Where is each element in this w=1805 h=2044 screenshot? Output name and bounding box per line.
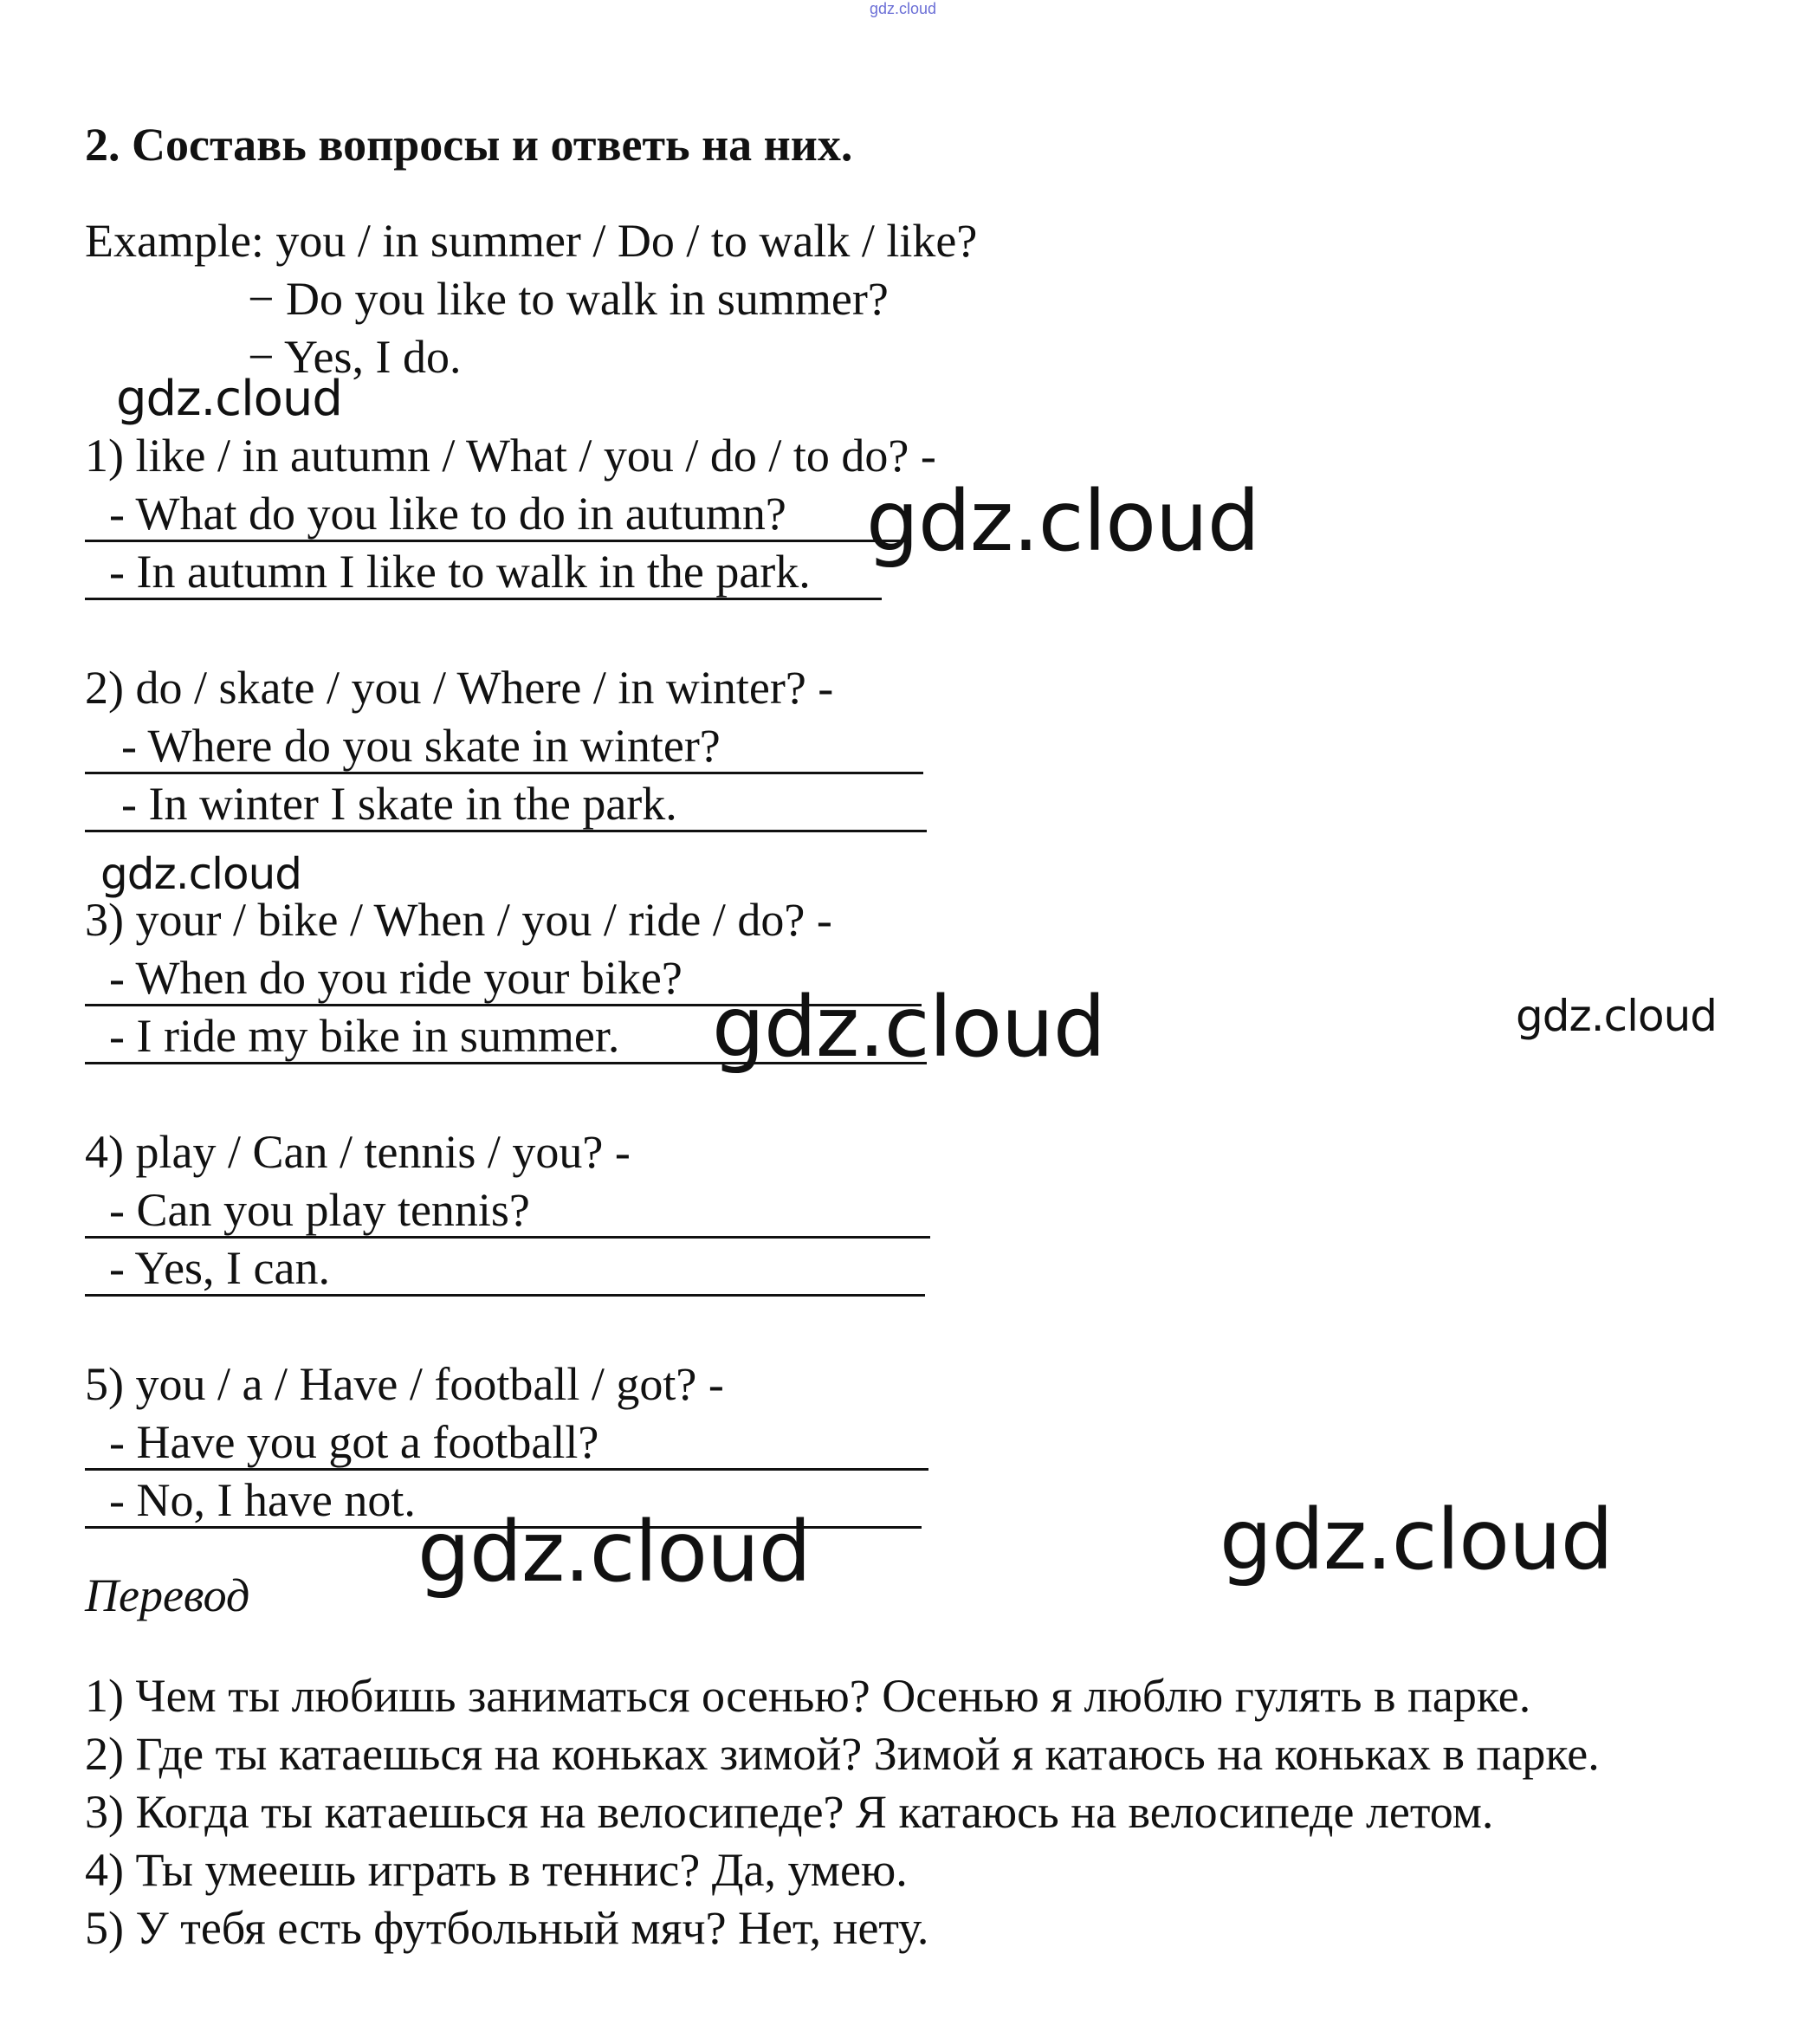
- example-question: − Do you like to walk in summer?: [248, 273, 889, 325]
- translation-line-5: 5) У тебя есть футбольный мяч? Нет, нету.: [85, 1902, 929, 1954]
- exercise-title: 2. Составь вопросы и ответь на них.: [85, 119, 853, 171]
- task-1-answer: - In autumn I like to walk in the park.: [85, 546, 882, 600]
- watermark-1: gdz.cloud: [116, 371, 342, 427]
- task-4-prompt: 4) play / Can / tennis / you? -: [85, 1126, 631, 1178]
- translation-heading: Перевод: [85, 1569, 250, 1621]
- translation-line-2: 2) Где ты катаешься на коньках зимой? Зимой я катаюсь на коньках в парке.: [85, 1728, 1600, 1780]
- task-3-question-answer: - When do you ride your bike?: [85, 952, 922, 1006]
- watermark-4: gdz.cloud: [712, 979, 1105, 1076]
- task-5-answer: - No, I have not.: [85, 1474, 922, 1529]
- task-2-prompt: 2) do / skate / you / Where / in winter? -: [85, 662, 834, 714]
- watermark-5: gdz.cloud: [1516, 991, 1718, 1041]
- task-4-question-answer: - Can you play tennis?: [85, 1184, 930, 1239]
- task-5-question-answer: - Have you got a football?: [85, 1416, 928, 1471]
- example-prompt: Example: you / in summer / Do / to walk / like?: [85, 215, 978, 267]
- task-2-question-answer: - Where do you skate in winter?: [85, 720, 923, 774]
- translation-line-3: 3) Когда ты катаешься на велосипеде? Я катаюсь на велосипеде летом.: [85, 1786, 1494, 1838]
- task-3-prompt: 3) your / bike / When / you / ride / do? -: [85, 894, 832, 946]
- translation-line-1: 1) Чем ты любишь заниматься осенью? Осенью я люблю гулять в парке.: [85, 1670, 1531, 1722]
- task-1-question-answer: - What do you like to do in autumn?: [85, 488, 904, 542]
- task-5-prompt: 5) you / a / Have / football / got? -: [85, 1358, 724, 1410]
- watermark-2: gdz.cloud: [866, 473, 1259, 570]
- task-1-prompt: 1) like / in autumn / What / you / do / to do? -: [85, 430, 936, 482]
- task-4-answer: - Yes, I can.: [85, 1242, 925, 1297]
- translation-line-4: 4) Ты умеешь играть в теннис? Да, умею.: [85, 1844, 908, 1896]
- header-watermark: gdz.cloud: [870, 0, 937, 17]
- task-3-answer: - I ride my bike in summer.: [85, 1010, 927, 1064]
- watermark-6: gdz.cloud: [417, 1504, 811, 1601]
- watermark-3: gdz.cloud: [100, 849, 302, 899]
- task-2-answer: - In winter I skate in the park.: [85, 778, 927, 832]
- example-answer: − Yes, I do.: [248, 331, 462, 383]
- watermark-7: gdz.cloud: [1220, 1491, 1613, 1588]
